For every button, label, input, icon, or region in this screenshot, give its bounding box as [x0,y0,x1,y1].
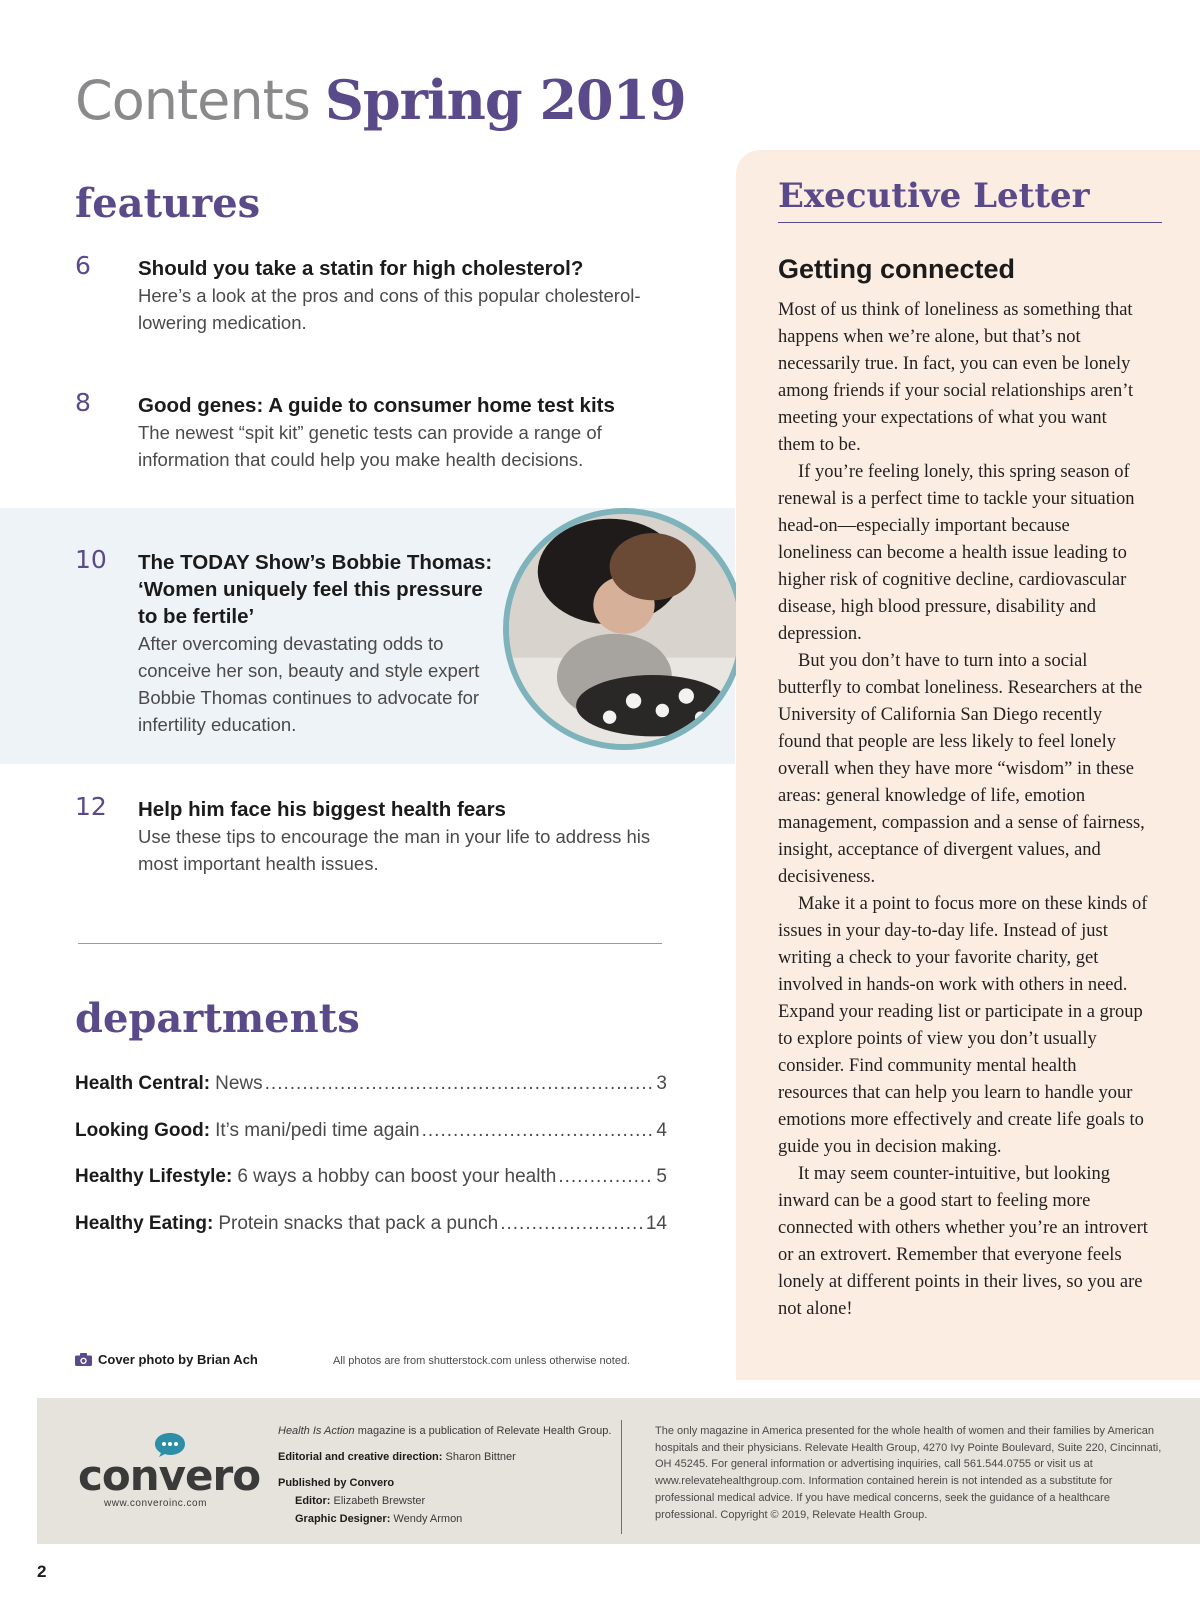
dot-leader [500,1211,644,1237]
feature-number: 8 [75,388,91,417]
publication-text: magazine is a publication of Relevate Health Group. [354,1425,612,1437]
letter-paragraph: It may seem counter-intuitive, but looking inward can be a good start to feeling more connected with others whether you’re an introvert or an extrovert. Remember that everyone feels lonely at different points in their lives, so you are not alone! [778,1164,1148,1319]
department-item[interactable] [75,1118,667,1144]
feature-number: 10 [75,545,107,574]
published-line [278,1474,608,1492]
title-contents: Contents [75,69,310,132]
departments-heading: departments [75,995,360,1042]
section-divider [78,943,662,944]
photo-illustration [509,514,739,744]
department-page: 4 [656,1120,667,1141]
magazine-name: Health Is Action [278,1425,355,1437]
dot-leader [422,1118,655,1144]
editorial-line [278,1448,608,1466]
department-topic: Protein snacks that pack a punch [218,1213,499,1234]
department-topic: 6 ways a hobby can boost your health [237,1166,557,1187]
department-item[interactable] [75,1164,667,1190]
feature-desc: After overcoming devastating odds to conceive her son, beauty and style expert Bobbie Thomas continues to advocate for infertility education. [138,633,480,735]
footer-disclaimer: The only magazine in America presented for the whole health of women and their families by American hospitals and their physicians. Relevate Health Group, 4270 Ivy Pointe Boulevard, Suite 220, Cincinnati, OH 45245. For general information or advertising inquiries, call 561.544.0755 or visit us at www.relevatehealthgroup.com. Information contained herein is not intended as a substitute for professional medical advice. If you have medical concerns, seek the guidance of a healthcare professional. Copyright © 2019, Relevate Health Group. [655,1425,1162,1521]
feature-title[interactable]: The TODAY Show’s Bobbie Thomas: ‘Women uniquely feel this pressure to be fertile’ [138,551,493,628]
department-topic: News [215,1073,263,1094]
publication-info [278,1422,612,1528]
designer-line [278,1510,608,1528]
editorial-label: Editorial and creative direction: [278,1451,443,1463]
feature-title[interactable]: Should you take a statin for high cholesterol? [138,257,584,280]
department-page: 14 [645,1213,667,1234]
editorial-name: Sharon Bittner [442,1451,516,1463]
department-name: Looking Good: [75,1120,211,1141]
dot-leader [265,1071,655,1097]
department-item[interactable] [75,1071,667,1097]
cover-photo-credit [75,1352,258,1367]
department-item[interactable] [75,1211,667,1237]
executive-letter-subheading: Getting connected [778,254,1016,284]
features-heading: features [75,180,261,227]
feature-number: 12 [75,792,107,821]
letter-paragraph: Most of us think of loneliness as something that happens when we’re alone, but that’s not necessarily true. In fact, you can even be lonely among friends if your social relationships aren’t meeting your expectations of what you want them to be. [778,300,1134,455]
executive-letter-body [778,297,1148,1323]
department-name: Healthy Eating: [75,1213,214,1234]
department-name: Health Central: [75,1073,211,1094]
feature-item[interactable] [138,392,658,473]
publication-line [278,1422,612,1440]
feature-title[interactable]: Good genes: A guide to consumer home test kits [138,394,615,417]
department-page: 3 [656,1073,667,1094]
feature-item[interactable] [138,796,658,877]
feature-desc: Use these tips to encourage the man in your life to address his most important health issues. [138,826,651,874]
feature-desc: Here’s a look at the pros and cons of this popular cholesterol-lowering medication. [138,285,641,333]
feature-desc: The newest “spit kit” genetic tests can provide a range of information that could help you make health decisions. [138,422,602,470]
executive-letter-heading: Executive Letter [778,174,1162,223]
letter-paragraph: But you don’t have to turn into a social butterfly to combat loneliness. Researchers at the University of California San Diego recently found that people are less likely to feel lonely overall when they have more “wisdom” in these areas: general knowledge of life, emotion management, compassion and a sense of fairness, insight, acceptance of divergent values, and decisiveness. [778,651,1145,887]
page-number: 2 [37,1562,47,1581]
feature-number: 6 [75,251,91,280]
convero-url[interactable]: www.converoinc.com [104,1498,207,1509]
camera-icon [75,1353,92,1366]
department-topic: It’s mani/pedi time again [215,1120,420,1141]
convero-logo[interactable]: convero [78,1451,261,1500]
editor-name: Elizabeth Brewster [330,1495,426,1507]
page-title [75,68,686,133]
feature-item[interactable] [138,255,658,336]
editor-line [278,1492,608,1510]
department-page: 5 [656,1166,667,1187]
designer-name: Wendy Armon [390,1513,463,1525]
photo-source-note: All photos are from shutterstock.com unless otherwise noted. [333,1355,631,1367]
published-label: Published by Convero [278,1477,395,1489]
feature-title[interactable]: Help him face his biggest health fears [138,798,506,821]
footer-divider [621,1420,622,1534]
department-name: Healthy Lifestyle: [75,1166,233,1187]
cover-credit-text: Cover photo by Brian Ach [98,1352,258,1367]
designer-label: Graphic Designer: [295,1513,391,1525]
feature-item[interactable] [138,549,503,738]
editor-label: Editor: [295,1495,331,1507]
letter-paragraph: Make it a point to focus more on these kinds of issues in your day-to-day life. Instead of just writing a check to your favorite charity, get involved in hands-on work with others in need. Expand your reading list or participate in a group to explore points of view you don’t usually consider. Find community mental health resources that can help you learn to handle your emotions more effectively and create life goals to guide you in decision making. [778,894,1148,1157]
letter-paragraph: If you’re feeling lonely, this spring season of renewal is a perfect time to tackle your situation head-on—especially important because loneliness can become a health issue leading to higher risk of cognitive decline, cardiovascular disease, high blood pressure, disability and depression. [778,462,1135,644]
title-issue: Spring 2019 [324,68,686,132]
bobbie-thomas-photo [503,508,745,750]
dot-leader [558,1164,654,1190]
